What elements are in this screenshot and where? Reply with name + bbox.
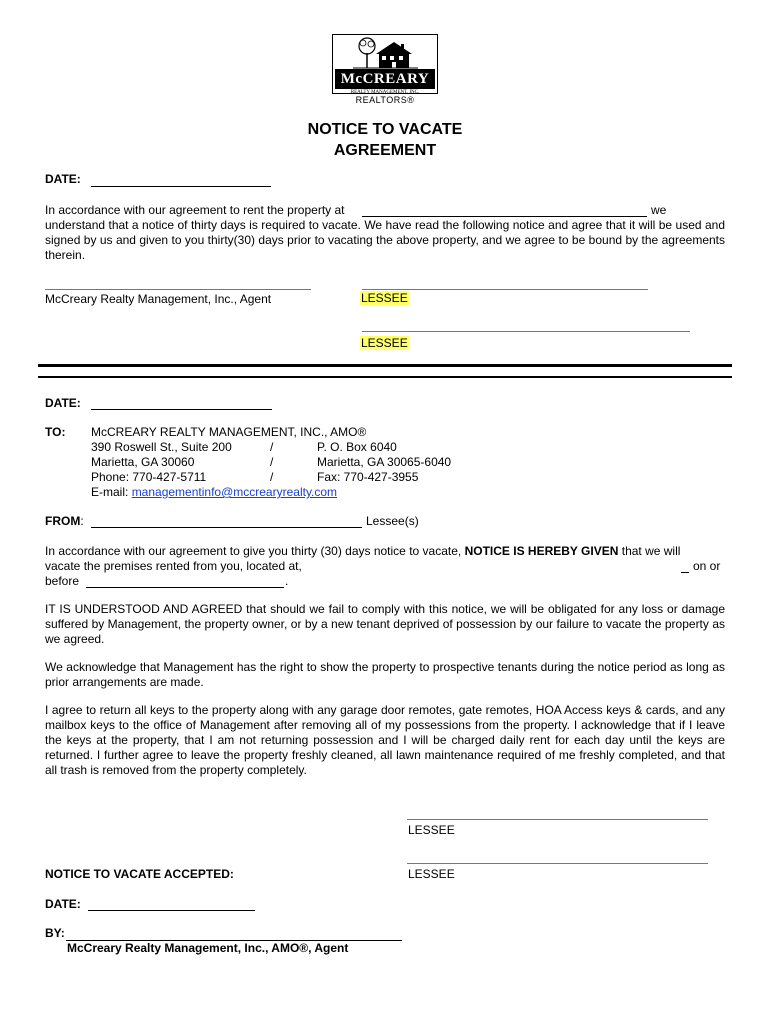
- date-label: DATE:: [45, 172, 81, 186]
- email-link[interactable]: managementinfo@mccrearyrealty.com: [131, 485, 338, 499]
- by-agent-label: McCreary Realty Management, Inc., AMO®, Agent: [67, 941, 349, 955]
- agreement-paragraph: understand that a notice of thirty days is required to vacate. We have read the following notice and agree that it will be used and signed by us and given to you thirty(30) days prior to vacating the above property, and we agree to be bound by the agreements therein.: [45, 218, 725, 262]
- notice-paragraph-1: In accordance with our agreement to give you thirty (30) days notice to vacate, NOTICE IS HEREBY GIVEN that we will: [45, 544, 681, 558]
- accepted-date-field[interactable]: [88, 910, 255, 911]
- lessee-signature-line-4[interactable]: [407, 863, 708, 864]
- lessee-signature-line-2[interactable]: [362, 331, 690, 332]
- property-address-field[interactable]: [362, 216, 647, 217]
- notice-paragraph-1-line2: vacate the premises rented from you, located at,: [45, 559, 302, 573]
- notice-paragraph-4: I agree to return all keys to the property along with any garage door remotes, gate remotes, HOA Access keys & cards, and any mailbox keys to the office of Management after removing all of my possessions from the property. I acknowledge that if I leave the keys at the property, that I am not returning possession and I will be charged daily rent for each day until the keys are returned. I further agree to leave the property freshly cleaned, all lawn maintenance required of me freshly completed, and that all trash is removed from the property completely.: [45, 703, 725, 777]
- address-right-1: P. O. Box 6040: [317, 440, 397, 454]
- address-left-3: Phone: 770-427-5711: [91, 470, 207, 484]
- notice-date-field[interactable]: [91, 409, 272, 410]
- premises-underscore[interactable]: [681, 572, 689, 573]
- logo-name: McCREARY: [335, 69, 435, 89]
- address-right-3: Fax: 770-427-3955: [317, 470, 419, 484]
- date-field[interactable]: [91, 186, 271, 187]
- address-separator-1: /: [270, 440, 274, 454]
- address-separator-2: /: [270, 455, 274, 469]
- lessee-label-1: LESSEE: [361, 291, 408, 305]
- house-tree-icon: [333, 35, 433, 71]
- address-left-1: 390 Roswell St., Suite 200: [91, 440, 232, 454]
- email-row: [91, 485, 337, 499]
- address-right-2: Marietta, GA 30065-6040: [317, 455, 452, 469]
- to-label: TO:: [45, 425, 66, 439]
- property-intro-text: In accordance with our agreement to rent the property at: [45, 203, 345, 217]
- lessees-label: Lessee(s): [366, 514, 419, 528]
- address-left-2: Marietta, GA 30060: [91, 455, 195, 469]
- lessee-signature-line-1[interactable]: [362, 289, 648, 290]
- agent-label: McCreary Realty Management, Inc., Agent: [45, 292, 272, 306]
- email-label: E-mail:: [91, 485, 129, 499]
- notice-date-label: DATE:: [45, 396, 81, 410]
- agent-signature-line[interactable]: [45, 289, 311, 290]
- vacate-date-field[interactable]: [86, 587, 284, 588]
- by-label: BY:: [45, 926, 65, 940]
- lessee-sig-label-2: LESSEE: [408, 867, 455, 881]
- lessee-label-2: LESSEE: [361, 336, 408, 350]
- section-divider-thick: [38, 364, 732, 367]
- company-name: McCREARY REALTY MANAGEMENT, INC., AMO®: [91, 425, 367, 439]
- page-title-line1: NOTICE TO VACATE: [307, 121, 463, 138]
- from-label: FROM:: [45, 514, 84, 528]
- logo-subtitle: REALTY MANAGEMENT, INC.: [350, 90, 420, 95]
- we-text: we: [651, 203, 667, 217]
- lessee-sig-label-1: LESSEE: [408, 823, 455, 837]
- page-title-line2: AGREEMENT: [333, 142, 437, 159]
- before-period: .: [285, 574, 289, 588]
- section-divider-thin: [38, 376, 732, 378]
- accepted-date-label: DATE:: [45, 897, 81, 911]
- notice-paragraph-3: We acknowledge that Management has the right to show the property to prospective tenants during the notice period as long as prior arrangements are made.: [45, 660, 725, 689]
- on-or-text: on or: [693, 559, 721, 573]
- from-field[interactable]: [91, 527, 362, 528]
- before-text: before: [45, 574, 80, 588]
- lessee-signature-line-3[interactable]: [407, 819, 708, 820]
- notice-paragraph-2: IT IS UNDERSTOOD AND AGREED that should we fail to comply with this notice, we will be obligated for any loss or damage suffered by Management, the property owner, or by a new tenant deprived of possession by our failure to vacate the property as we agreed.: [45, 602, 725, 646]
- address-separator-3: /: [270, 470, 274, 484]
- notice-accepted-label: NOTICE TO VACATE ACCEPTED:: [45, 867, 234, 881]
- logo-realtors: REALTORS®: [355, 95, 415, 105]
